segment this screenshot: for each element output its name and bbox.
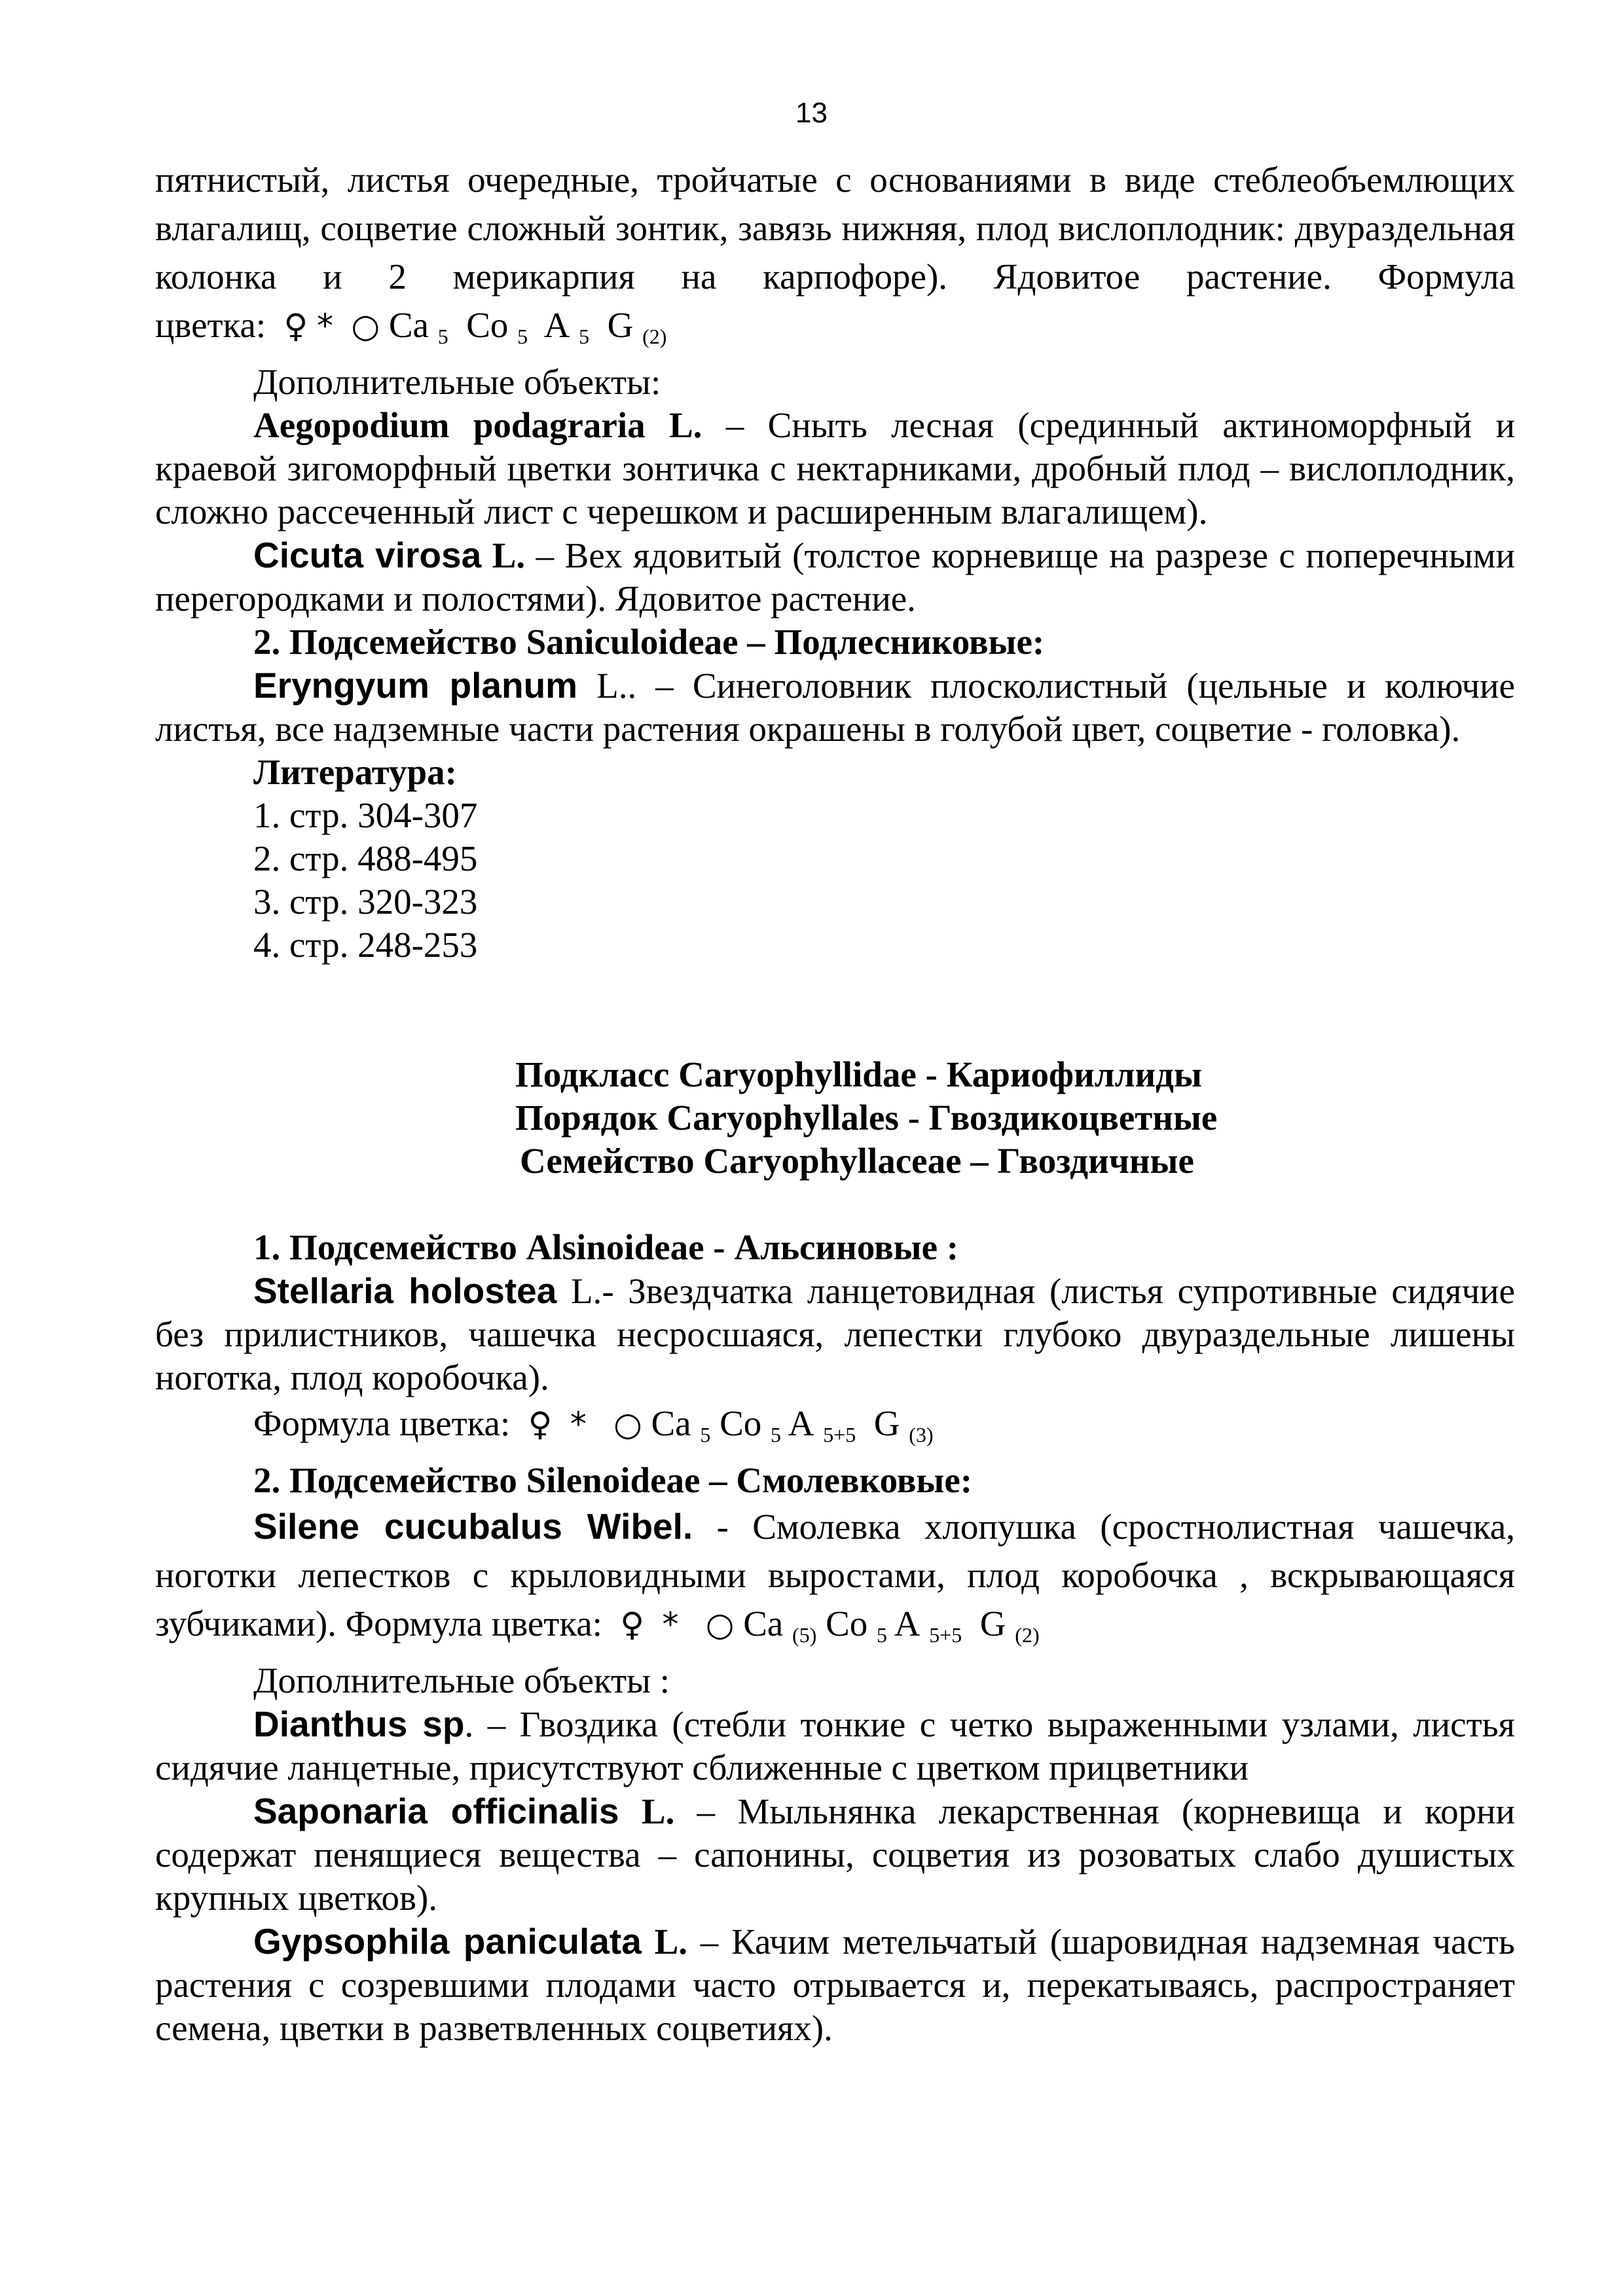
- corolla-count: 5: [771, 1423, 782, 1446]
- calyx-label: Ca: [388, 305, 429, 345]
- species-description: – Вех ядовитый (толстое корневище на разрезе с поперечными перегородками и полостями). Ядовитое растение.: [155, 535, 1516, 619]
- species-name: Stellaria holostea: [253, 1270, 557, 1311]
- corolla-count: 5: [517, 325, 528, 348]
- species-description: . – Гвоздика (стебли тонкие с четко выраженными узлами, листья сидячие ланцетные, присутствуют сближенные с цветком прицветники: [155, 1704, 1515, 1787]
- species-name: Eryngyum planum: [253, 665, 578, 706]
- gynoecium-label: G: [979, 1604, 1006, 1643]
- gynoecium-count: (2): [642, 325, 667, 348]
- corolla-label: Co: [466, 305, 509, 345]
- species-author: L.: [492, 535, 526, 575]
- female-symbol: ♀: [528, 1405, 553, 1443]
- subclass-heading: Подкласс Caryophyllidae - Кариофиллиды: [515, 1054, 1202, 1094]
- literature-item: 1. стр. 304-307: [253, 795, 478, 835]
- species-author: L.: [641, 1791, 675, 1831]
- actinomorphic-symbol: *: [316, 307, 333, 345]
- literature-item: 3. стр. 320-323: [253, 882, 478, 922]
- flower-formula: [283, 305, 667, 348]
- gynoecium-count: (2): [1015, 1623, 1040, 1647]
- androecium-count: 5+5: [823, 1423, 856, 1446]
- actinomorphic-symbol: *: [662, 1605, 679, 1643]
- species-description: . – Синеголовник плосколистный (цельные и колючие листья, все надземные части растения окрашены в голубой цвет, соцветие - головка).: [155, 666, 1515, 749]
- actinomorphic-symbol: *: [570, 1405, 587, 1443]
- species-description: - Звездчатка ланцетовидная (листья супротивные сидячие без прилистников, чашечка несросшаяся, лепестки глубоко двураздельные лишены ноготка, плод коробочка).: [155, 1271, 1515, 1397]
- species-author: L.: [654, 1922, 688, 1962]
- species-author: L.: [596, 666, 628, 706]
- additional-objects-heading: Дополнительные объекты :: [253, 1660, 670, 1700]
- entry-silene: [155, 1502, 1515, 1659]
- paragraph-umbellifer-description: [155, 156, 1515, 361]
- circle-symbol: ○: [705, 1605, 735, 1643]
- corolla-label: Co: [826, 1604, 868, 1643]
- species-author: L.: [668, 405, 702, 445]
- flower-formula-stellaria: [155, 1399, 1515, 1459]
- subfamily-saniculoideae-heading: 2. Подсемейство Saniculoideae – Подлесниковые:: [253, 622, 1045, 662]
- female-symbol: ♀: [620, 1605, 645, 1643]
- entry-dianthus: [155, 1702, 1515, 1789]
- page-content: [155, 156, 1515, 2050]
- species-description: – Качим метельчатый (шаровидная надземная часть растения с созревшими плодами часто отрывается и, перекатываясь, распространяет семена, цветки в разветвленных соцветиях).: [155, 1922, 1516, 2048]
- family-heading: Семейство Caryophyllaceae – Гвоздичные: [520, 1141, 1194, 1181]
- species-name: Silene cucubalus Wibel.: [253, 1506, 693, 1547]
- species-name: Dianthus sp: [253, 1704, 465, 1744]
- species-author: L.: [570, 1271, 602, 1311]
- androecium-label: A: [543, 305, 570, 345]
- calyx-count: 5: [700, 1423, 711, 1446]
- species-description: - Смолевка хлопушка (сростнолистная чашечка, ноготки лепестков с крыловидными выростами, плод коробочка , вскрывающаяся зубчиками). Формула цветка:: [155, 1507, 1515, 1643]
- calyx-label: Ca: [743, 1604, 784, 1643]
- page-number: 13: [795, 97, 828, 129]
- calyx-count: 5: [437, 325, 448, 348]
- circle-symbol: ○: [613, 1405, 642, 1443]
- literature-item: 4. стр. 248-253: [253, 925, 478, 965]
- corolla-count: 5: [877, 1623, 888, 1647]
- circle-symbol: ○: [351, 307, 380, 345]
- species-name: Aegopodium podagraria: [253, 405, 646, 445]
- subfamily-alsinoideae-heading: 1. Подсемейство Alsinoideae - Альсиновые :: [253, 1227, 959, 1267]
- formula-label: Формула цветка:: [253, 1403, 511, 1443]
- gynoecium-label: G: [873, 1403, 900, 1443]
- entry-cicuta: [155, 533, 1515, 620]
- order-heading: Порядок Caryophyllales - Гвоздикоцветные: [515, 1098, 1218, 1138]
- calyx-count: (5): [792, 1623, 817, 1647]
- subfamily-silenoideae-heading: 2. Подсемейство Silenoideae – Смолевковые:: [253, 1460, 973, 1500]
- species-name: Saponaria officinalis: [253, 1791, 619, 1831]
- flower-formula: [620, 1604, 1040, 1647]
- entry-aegopodium: [155, 404, 1515, 533]
- androecium-count: 5: [579, 325, 590, 348]
- paragraph-text: пятнистый, листья очередные, тройчатые с основаниями в виде стеблеобъемлющих влагалищ, соцветие сложный зонтик, завязь нижняя, плод вислоплодник: двураздельная колонка и 2 мерикарпия на карпофоре). Ядовитое растение. Формула цветка:: [155, 160, 1515, 345]
- gynoecium-label: G: [607, 305, 634, 345]
- species-description: – Мыльнянка лекарственная (корневища и корни содержат пенящиеся вещества – сапонины, соцветия из розоватых слабо душистых крупных цветков).: [155, 1791, 1516, 1918]
- entry-gypsophila: [155, 1920, 1515, 2050]
- calyx-label: Ca: [651, 1403, 691, 1443]
- androecium-label: A: [788, 1403, 814, 1443]
- species-description: – Сныть лесная (срединный актиноморфный и краевой зигоморфный цветки зонтичка с нектарниками, дробный плод – вислоплодник, сложно рассеченный лист с черешком и расширенным влагалищем).: [155, 405, 1516, 531]
- corolla-label: Co: [720, 1403, 762, 1443]
- additional-objects-heading: Дополнительные объекты:: [253, 362, 661, 402]
- female-symbol: ♀: [283, 307, 308, 345]
- entry-stellaria: [155, 1269, 1515, 1399]
- literature-item: 2. стр. 488-495: [253, 838, 478, 878]
- androecium-label: A: [894, 1604, 921, 1643]
- literature-heading: Литература:: [253, 752, 457, 792]
- androecium-count: 5+5: [929, 1623, 962, 1647]
- species-name: Cicuta virosa: [253, 535, 482, 575]
- entry-saponaria: [155, 1789, 1515, 1920]
- species-name: Gypsophila paniculata: [253, 1921, 642, 1962]
- entry-eryngium: [155, 664, 1515, 751]
- gynoecium-count: (3): [909, 1423, 934, 1446]
